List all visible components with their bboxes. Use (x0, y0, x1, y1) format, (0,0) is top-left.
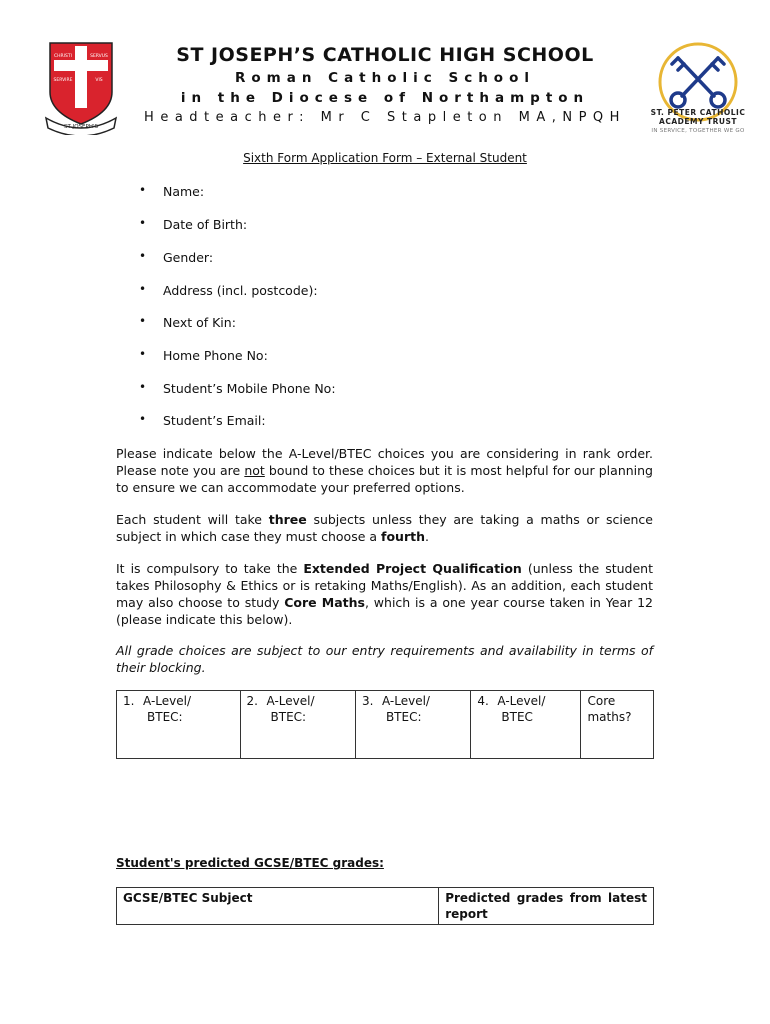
subjects-paragraph: Each student will take three subjects unless they are taking a maths or science subject in which case they must choose a fourth. (116, 512, 653, 544)
trust-name-line2: ACADEMY TRUST (659, 117, 737, 126)
choices-table (116, 690, 654, 759)
school-subtitle-2: in the Diocese of Northampton (180, 90, 590, 106)
choice-cell-1[interactable]: 1. A-Level/ BTEC: (117, 691, 241, 759)
emphasis-not: not (244, 463, 265, 478)
field-label: Home Phone No: (163, 348, 268, 363)
field-label: Gender: (163, 250, 214, 265)
core-maths-cell[interactable]: Core maths? (581, 691, 654, 759)
school-name: ST JOSEPH’S CATHOLIC HIGH SCHOOL (176, 44, 594, 66)
field-label: Address (incl. postcode): (163, 283, 318, 298)
crest-text-1: CHRISTI (54, 54, 72, 59)
field-label: Name: (163, 184, 205, 199)
choice-cell-3[interactable]: 3. A-Level/ BTEC: (355, 691, 470, 759)
form-title: Sixth Form Application Form – External Student (243, 151, 527, 165)
crest-banner: ST JOSEPH'S (64, 124, 98, 130)
crest-text-2: SERVUS (90, 54, 108, 59)
trust-name-line1: ST. PETER CATHOLIC (650, 108, 746, 117)
predicted-grades-header: Predicted grades from latest report (439, 888, 654, 925)
grade-choices-note: All grade choices are subject to our entry requirements and availability in terms of their blocking. (116, 643, 653, 675)
predicted-grades-title: Student's predicted GCSE/BTEC grades: (116, 856, 384, 870)
school-subtitle-1: Roman Catholic School (235, 70, 535, 86)
choice-cell-4[interactable]: 4. A-Level/ BTEC (471, 691, 581, 759)
headteacher-line: Headteacher: Mr C Stapleton MA,NPQH (144, 110, 626, 125)
crest-text-3: SERVIRE (53, 78, 73, 83)
crest-text-4: VIS (95, 78, 103, 83)
trust-tagline: IN SERVICE, TOGETHER WE GO (651, 128, 745, 134)
instructions-paragraph: Please indicate below the A-Level/BTEC choices you are considering in rank order. Please note you are not bound to these choices but it is most helpful for our planning to ensure we can accommodate your preferred options. (116, 446, 653, 495)
gcse-subject-header: GCSE/BTEC Subject (117, 888, 439, 925)
grades-table (116, 887, 654, 925)
epq-paragraph: It is compulsory to take the Extended Project Qualification (unless the student takes Philosophy & Ethics or is retaking Maths/English). As an addition, each student may also choose to study Core Maths, which is a one year course taken in Year 12 (please indicate this below). (116, 561, 653, 627)
field-label: Date of Birth: (163, 217, 248, 232)
field-label: Next of Kin: (163, 315, 236, 330)
field-label: Student’s Mobile Phone No: (163, 381, 336, 396)
field-label: Student’s Email: (163, 413, 266, 428)
choice-cell-2[interactable]: 2. A-Level/ BTEC: (240, 691, 355, 759)
